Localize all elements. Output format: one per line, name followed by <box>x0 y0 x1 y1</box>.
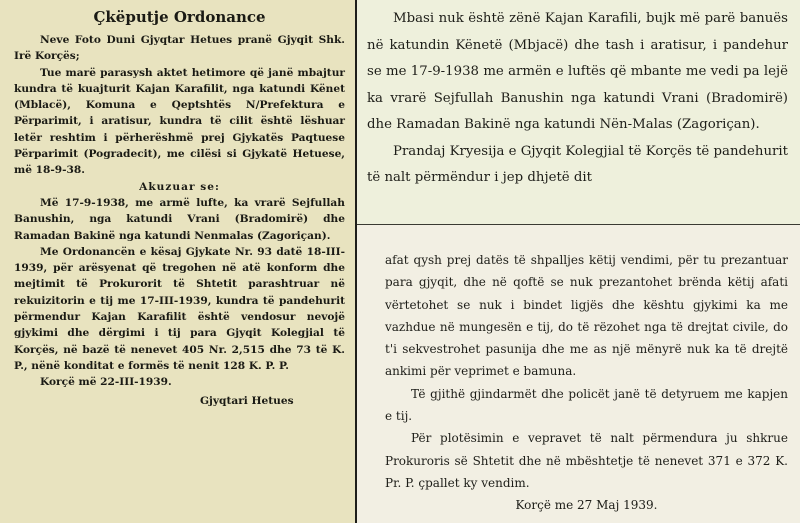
ordonance-signature: Gjyqtari Hetues <box>200 394 294 407</box>
decision-paragraph: Të gjithë gjindarmët dhe policët janë të detyruem me kapjen e tij. <box>385 386 788 424</box>
left-clipping <box>0 0 355 523</box>
top-right-clipping <box>357 0 800 224</box>
ordonance-paragraph: Tue marë parasysh aktet hetimore që janë mbajtur kundra të kuajturit Kajan Karafilit, nga katundi Kënet (Mblacë), Komuna e Qeptshtës N/Prefektura e Përparimit, i aratisur, kundra të cilit është lëshuar letër reshtim i përherëshmë prej Gjykatës Paqtuese Përparimit (Pogradecit), me cilësi si Gjykatë Hetuese, më 18-9-38. <box>14 66 345 177</box>
ordonance-paragraph: Me Ordonancën e kësaj Gjykate Nr. 93 datë 18-III-1939, për arësyenat që tregohen në atë konform dhe mejtimit të Prokurorit të Shtetit parashtruar në rekuizitorin e tij me 17-III-1939, kundra të pandehurit përmendur Kajan Karafilit është vendosur nevojë gjykimi dhe dërgimi i tij para Gjyqit Kolegjial të Korçës, në bazë të nenevet 405 Nr. 2,515 dhe 73 të K. P., nënë konditat e formës të nenit 128 K. P. P. <box>14 245 345 372</box>
ordonance-intro: Neve Foto Duni Gjyqtar Hetues pranë Gjyqit Shk. Irë Korçës; <box>14 34 345 63</box>
decision-paragraph: Prandaj Kryesija e Gjyqit Kolegjial të Korçës të pandehurit të nalt përmëndur i jep dhjetë dit <box>367 143 788 185</box>
decision-paragraph: afat qysh prej datës të shpalljes këtij vendimi, për tu prezantuar para gjyqit, dhe në qoftë se nuk prezantohet brënda këtij afati vërtetohet se nuk i bindet ligjës dhe kështu gjykimi ka me vazhdue në mungesën e tij, do të rëzohet nga të drejtat civile, do t'i sekvestrohet pasunija dhe me as një mënyrë nuk ka të drejtë ankimi për veprimet e bamuna. <box>385 253 788 379</box>
bottom-right-clipping <box>357 225 800 523</box>
ordonance-title: Çkëputje Ordonance <box>93 8 266 26</box>
ordonance-date: Korçë më 22-III-1939. <box>40 376 172 389</box>
ordonance-heading: Akuzuar se: <box>139 180 220 193</box>
decision-date: Korçë me 27 Maj 1939. <box>515 498 658 513</box>
ordonance-paragraph: Më 17-9-1938, me armë lufte, ka vrarë Sejfullah Banushin, nga katundi Vrani (Bradomirë) dhe Ramadan Bakinë nga katundi Nenmalas (Zagoriçan). <box>14 196 345 242</box>
decision-paragraph: Mbasi nuk është zënë Kajan Karafili, bujk më parë banuës në katundin Kënetë (Mbjacë) dhe tash i aratisur, i pandehur se me 17-9-1938 me armën e luftës që mbante me vedi pa lejë ka vrarë Sejfullah Banushin nga katundi Vrani (Bradomirë) dhe Ramadan Bakinë nga katundi Nën-Malas (Zagoriçan). <box>367 11 788 132</box>
decision-paragraph: Për plotësimin e vepravet të nalt përmendura ju shkrue Prokuroris së Shtetit dhe në mbështetje të nenevet 371 e 372 K. Pr. P. çpallet ky vendim. <box>385 431 788 490</box>
